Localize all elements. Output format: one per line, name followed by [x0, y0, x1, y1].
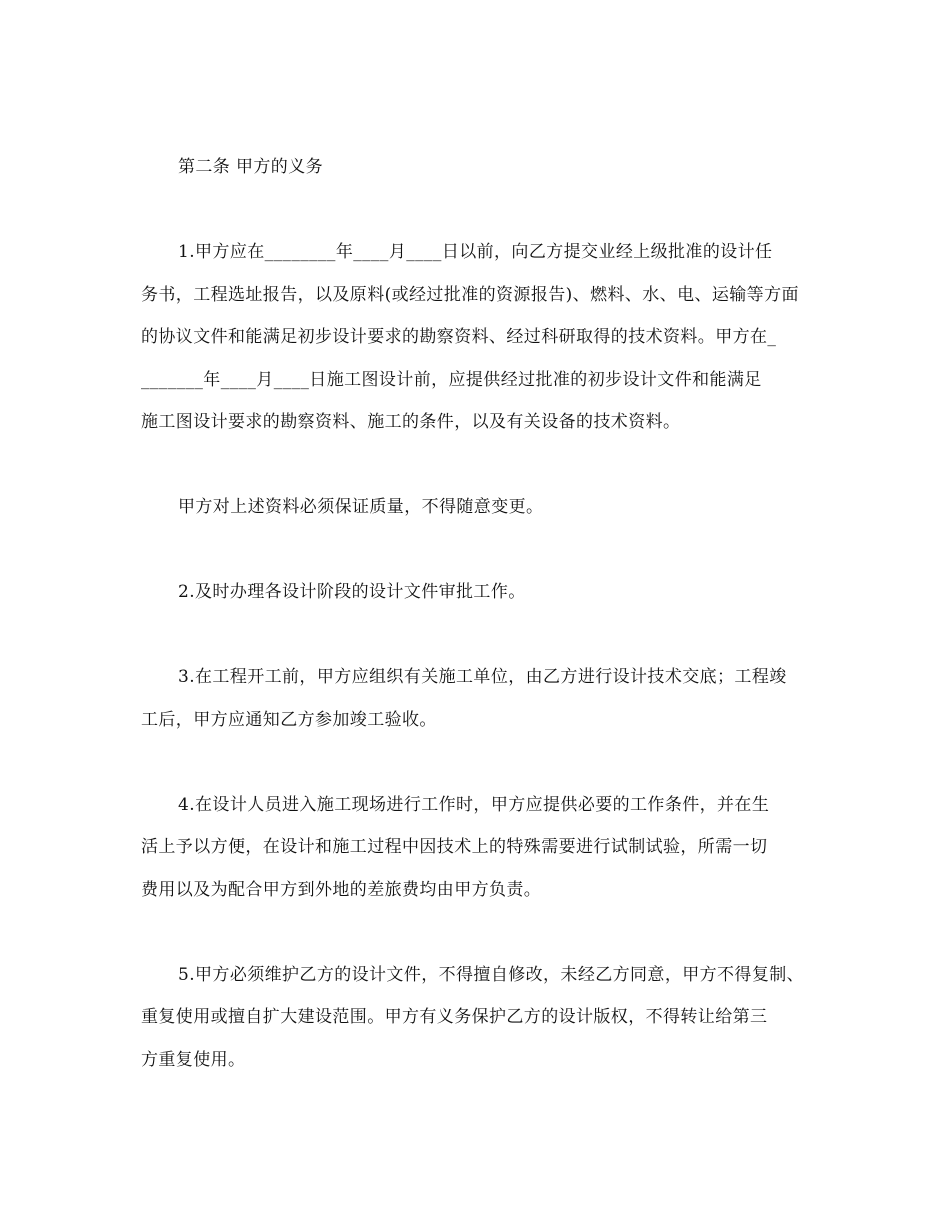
paragraph-line: 甲方对上述资料必须保证质量，不得随意变更。 — [178, 497, 544, 517]
paragraph-line: 2.及时办理各设计阶段的设计文件审批工作。 — [178, 582, 526, 602]
paragraph-line: 5.甲方必须维护乙方的设计文件，不得擅自修改，未经乙方同意，甲方不得复制、 — [178, 965, 805, 985]
paragraph-line: 4.在设计人员进入施工现场进行工作时，甲方应提供必要的工作条件，并在生 — [178, 795, 770, 815]
paragraph-line: 重复使用或擅自扩大建设范围。甲方有义务保护乙方的设计版权，不得转让给第三 — [141, 1007, 768, 1027]
paragraph-line: _______年____月____日施工图设计前，应提供经过批准的初步设计文件和能满足 — [141, 370, 762, 390]
paragraph-line: 1.甲方应在________年____月____日以前，向乙方提交业经上级批准的设计任 — [178, 242, 773, 262]
paragraph-line: 的协议文件和能满足初步设计要求的勘察资料、经过科研取得的技术资料。甲方在_ — [141, 327, 777, 347]
paragraph-line: 3.在工程开工前，甲方应组织有关施工单位，由乙方进行设计技术交底；工程竣 — [178, 667, 787, 687]
paragraph-line: 施工图设计要求的勘察资料、施工的条件，以及有关设备的技术资料。 — [141, 412, 681, 432]
paragraph-line: 费用以及为配合甲方到外地的差旅费均由甲方负责。 — [141, 880, 542, 900]
paragraph-line: 工后，甲方应通知乙方参加竣工验收。 — [141, 710, 437, 730]
paragraph-line: 活上予以方便，在设计和施工过程中因技术上的特殊需要进行试制试验，所需一切 — [141, 837, 768, 857]
section-heading: 第二条 甲方的义务 — [178, 157, 324, 177]
paragraph-line: 方重复使用。 — [141, 1050, 246, 1070]
paragraph-line: 务书，工程选址报告，以及原料(或经过批准的资源报告)、燃料、水、电、运输等方面 — [141, 285, 799, 305]
